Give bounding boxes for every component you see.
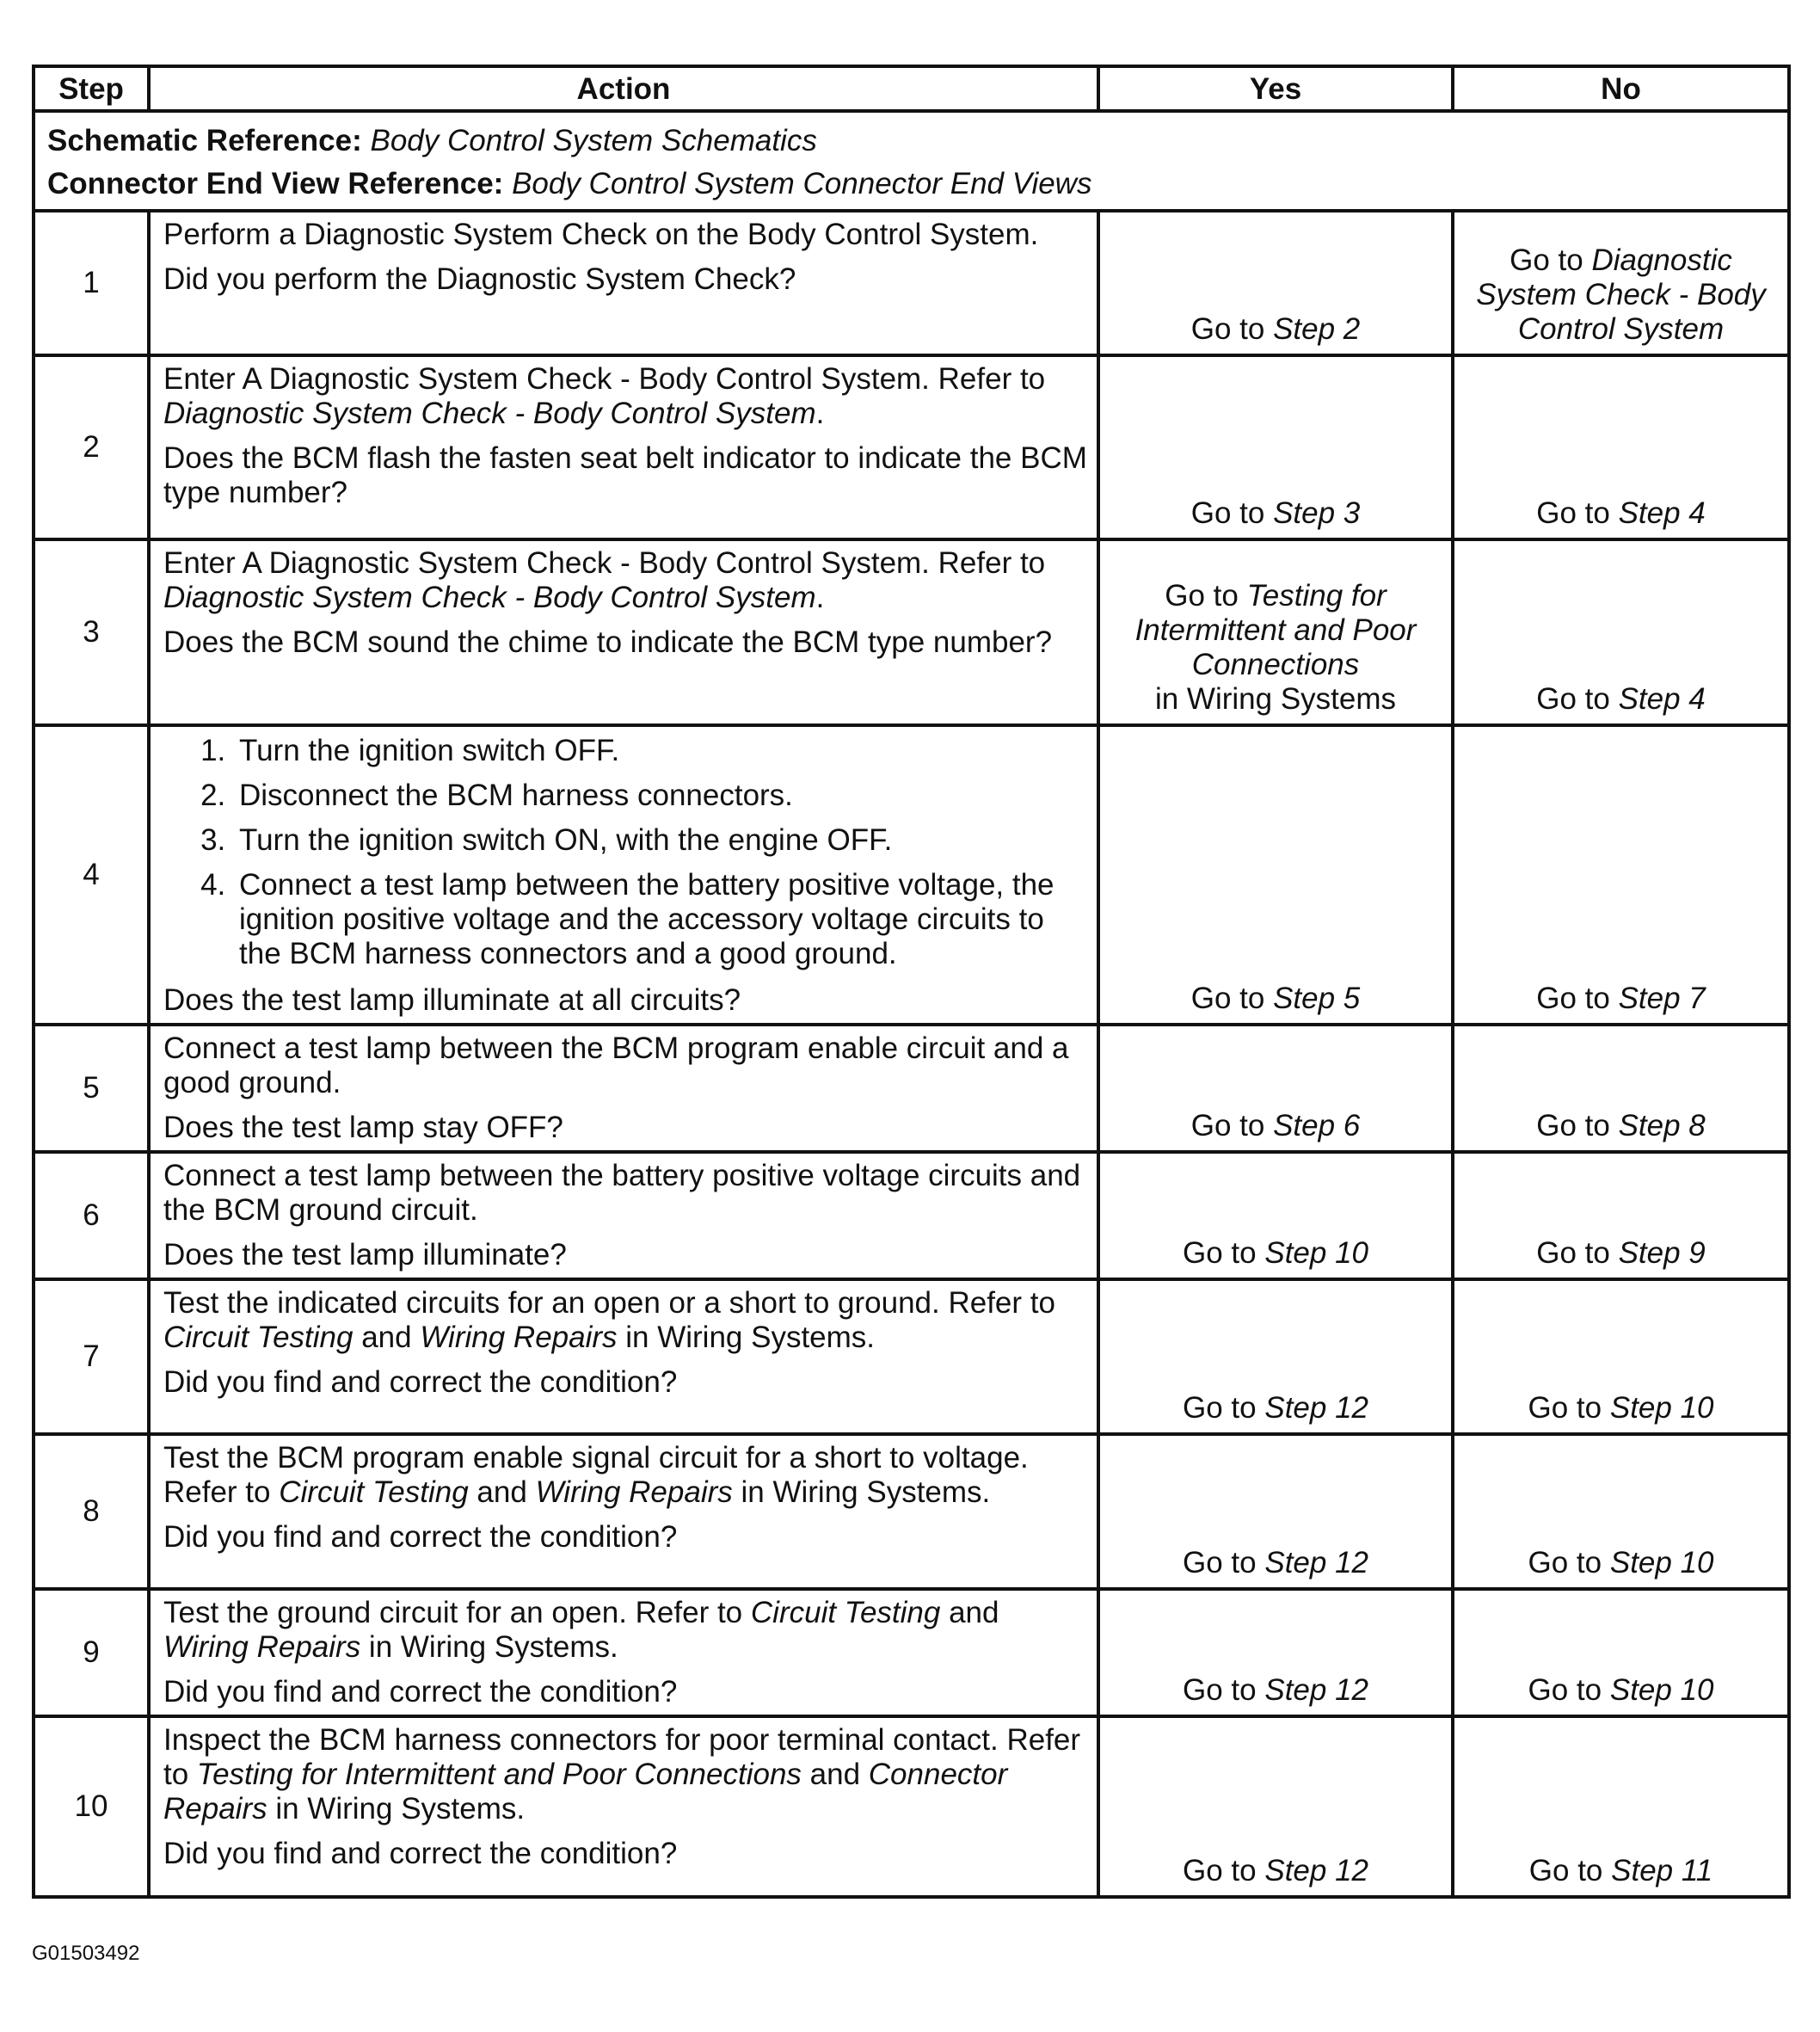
go-to-link[interactable]: Step 10 [1609, 1673, 1714, 1707]
step-number: 1 [34, 211, 149, 355]
yes-cell [1098, 1025, 1453, 1152]
reference-link[interactable]: Circuit Testing [750, 1596, 941, 1629]
question-text: Did you find and correct the condition? [163, 1520, 678, 1554]
action-text [163, 1441, 1088, 1510]
action-text: Connect a test lamp between the BCM program enable circuit and a good ground. [163, 1031, 1069, 1099]
action-text-part: Test the BCM program enable signal circuit for a short to voltage. Refer to [163, 1441, 1029, 1509]
action-text-part: and [468, 1475, 536, 1509]
action-text-part: in Wiring Systems. [617, 1321, 876, 1354]
reference-link[interactable]: Diagnostic System Check - Body Control System [163, 397, 816, 430]
no-cell [1453, 725, 1789, 1025]
action-text [163, 1596, 1088, 1665]
action-text-part: Enter A Diagnostic System Check - Body Control System. Refer to [163, 362, 1046, 396]
table-row [34, 1434, 1789, 1589]
header-no: No [1453, 66, 1789, 111]
go-to-label: Go to [1536, 496, 1610, 530]
yes-cell [1098, 725, 1453, 1025]
table-row [34, 1279, 1789, 1434]
schematic-reference-label: Schematic Reference: [47, 124, 362, 157]
question-text: Did you perform the Diagnostic System Check? [163, 262, 796, 296]
table-row [34, 1589, 1789, 1716]
go-to-link[interactable]: Step 9 [1618, 1236, 1706, 1270]
action-text-part: Enter A Diagnostic System Check - Body Control System. Refer to [163, 546, 1046, 580]
go-to-label: Go to [1190, 1109, 1265, 1142]
question-text: Did you find and correct the condition? [163, 1365, 678, 1399]
action-text-part: in Wiring Systems. [360, 1630, 618, 1664]
go-to-link[interactable]: Step 5 [1273, 982, 1361, 1015]
action-text-part: . [815, 397, 825, 430]
action-cell [149, 1716, 1098, 1897]
go-to-label: Go to [1183, 1854, 1257, 1887]
action-text: Perform a Diagnostic System Check on the Body Control System. [163, 218, 1039, 251]
go-to-link[interactable]: Step 4 [1618, 496, 1706, 530]
question-text: Does the test lamp illuminate? [163, 1238, 567, 1272]
header-row [34, 66, 1789, 111]
go-to-label: Go to [1165, 579, 1239, 613]
step-number: 7 [34, 1279, 149, 1434]
yes-cell [1098, 1434, 1453, 1589]
go-to-label: Go to [1183, 1546, 1257, 1579]
reference-link[interactable]: Circuit Testing [279, 1475, 469, 1509]
diagnostic-table [32, 65, 1791, 1899]
no-cell [1453, 1152, 1789, 1279]
connector-reference-link[interactable]: Body Control System Connector End Views [512, 167, 1092, 200]
go-to-link[interactable]: Step 12 [1264, 1546, 1368, 1579]
go-to-label: Go to [1528, 1546, 1602, 1579]
yes-cell [1098, 1279, 1453, 1434]
step-number: 5 [34, 1025, 149, 1152]
no-cell [1453, 1434, 1789, 1589]
go-to-label: Go to [1528, 1391, 1602, 1425]
step-number: 2 [34, 355, 149, 539]
go-to-label: Go to [1183, 1673, 1257, 1707]
go-to-suffix: in Wiring Systems [1154, 682, 1397, 716]
go-to-link[interactable]: Step 10 [1264, 1236, 1368, 1270]
go-to-link[interactable]: Step 11 [1611, 1854, 1713, 1887]
reference-link[interactable]: Wiring Repairs [420, 1321, 618, 1354]
action-text-part: and [353, 1321, 421, 1354]
no-cell [1453, 1279, 1789, 1434]
go-to-label: Go to [1528, 1854, 1603, 1887]
no-cell [1453, 355, 1789, 539]
step-number: 4 [34, 725, 149, 1025]
schematic-reference-link[interactable]: Body Control System Schematics [370, 124, 817, 157]
action-text [163, 362, 1088, 431]
go-to-label: Go to [1190, 982, 1265, 1015]
yes-cell [1098, 1152, 1453, 1279]
action-text [163, 1286, 1088, 1355]
connector-reference [47, 163, 1775, 206]
yes-cell [1098, 355, 1453, 539]
go-to-link[interactable]: Step 12 [1264, 1854, 1368, 1887]
no-cell [1453, 1025, 1789, 1152]
no-cell [1453, 1716, 1789, 1897]
go-to-link[interactable]: Step 10 [1609, 1391, 1714, 1425]
action-step-item: 2. Disconnect the BCM harness connectors. [234, 779, 1088, 813]
no-cell [1453, 1589, 1789, 1716]
header-action: Action [149, 66, 1098, 111]
question-text: Does the BCM sound the chime to indicate the BCM type number? [163, 625, 1053, 659]
action-text [163, 546, 1088, 615]
action-cell [149, 1279, 1098, 1434]
go-to-label: Go to [1536, 1236, 1610, 1270]
action-text-part: in Wiring Systems. [267, 1792, 526, 1826]
table-row [34, 1152, 1789, 1279]
reference-link[interactable]: Wiring Repairs [535, 1475, 733, 1509]
go-to-link[interactable]: Step 3 [1273, 496, 1361, 530]
yes-cell [1098, 1716, 1453, 1897]
question-text: Did you find and correct the condition? [163, 1675, 678, 1709]
action-cell [149, 539, 1098, 725]
schematic-reference [47, 120, 1775, 163]
go-to-link[interactable]: Step 10 [1609, 1546, 1714, 1579]
step-number: 9 [34, 1589, 149, 1716]
table-row [34, 725, 1789, 1025]
action-cell [149, 1589, 1098, 1716]
action-cell [149, 1434, 1098, 1589]
go-to-link[interactable]: Step 4 [1618, 682, 1706, 716]
reference-link[interactable]: Wiring Repairs [163, 1630, 361, 1664]
question-text: Does the test lamp illuminate at all circuits? [163, 983, 741, 1017]
go-to-label: Go to [1528, 1673, 1602, 1707]
go-to-label: Go to [1509, 243, 1583, 277]
action-text [163, 1723, 1088, 1826]
action-text-part: Inspect the BCM harness connectors for poor terminal contact. Refer to [163, 1723, 1081, 1791]
go-to-link[interactable]: Diagnostic System Check - Body Control System [1476, 243, 1766, 346]
action-steps-list [163, 734, 1088, 971]
go-to-link[interactable]: Testing for Intermittent and Poor Connections [1134, 579, 1417, 681]
action-text-part: in Wiring Systems. [732, 1475, 991, 1509]
go-to-label: Go to [1183, 1236, 1257, 1270]
header-yes: Yes [1098, 66, 1453, 111]
no-cell [1453, 211, 1789, 355]
go-to-link[interactable]: Step 7 [1618, 982, 1706, 1015]
step-number: 3 [34, 539, 149, 725]
go-to-link[interactable]: Step 12 [1264, 1673, 1368, 1707]
go-to-link[interactable]: Step 8 [1618, 1109, 1706, 1142]
action-step-item: 1. Turn the ignition switch OFF. [234, 734, 1088, 768]
yes-cell [1098, 211, 1453, 355]
action-step-item: 3. Turn the ignition switch ON, with the engine OFF. [234, 823, 1088, 858]
step-number: 8 [34, 1434, 149, 1589]
go-to-label: Go to [1536, 1109, 1610, 1142]
table-row [34, 211, 1789, 355]
reference-link[interactable]: Connector Repairs [163, 1758, 1008, 1826]
go-to-label: Go to [1536, 982, 1610, 1015]
reference-link[interactable]: Diagnostic System Check - Body Control System [163, 581, 816, 614]
action-cell [149, 211, 1098, 355]
go-to-link[interactable]: Step 12 [1264, 1391, 1368, 1425]
action-text-part: Test the indicated circuits for an open or a short to ground. Refer to [163, 1286, 1055, 1320]
go-to-label: Go to [1183, 1391, 1257, 1425]
action-text-part: and [940, 1596, 999, 1629]
action-cell [149, 1025, 1098, 1152]
question-text: Did you find and correct the condition? [163, 1837, 678, 1870]
connector-reference-label: Connector End View Reference: [47, 167, 504, 200]
yes-cell [1098, 539, 1453, 725]
go-to-label: Go to [1190, 312, 1265, 346]
question-text: Does the test lamp stay OFF? [163, 1111, 563, 1144]
question-text: Does the BCM flash the fasten seat belt indicator to indicate the BCM type number? [163, 441, 1087, 509]
yes-cell [1098, 1589, 1453, 1716]
no-cell [1453, 539, 1789, 725]
go-to-link[interactable]: Step 6 [1273, 1109, 1361, 1142]
action-text-part: . [815, 581, 825, 614]
table-row [34, 1716, 1789, 1897]
table-row [34, 539, 1789, 725]
figure-id: G01503492 [32, 1942, 140, 1965]
action-text: Connect a test lamp between the battery positive voltage circuits and the BCM ground circuit. [163, 1159, 1081, 1227]
reference-cell [34, 111, 1789, 211]
table-row [34, 1025, 1789, 1152]
reference-link[interactable]: Circuit Testing [163, 1321, 354, 1354]
action-cell [149, 1152, 1098, 1279]
step-number: 10 [34, 1716, 149, 1897]
step-number: 6 [34, 1152, 149, 1279]
reference-link[interactable]: Testing for Intermittent and Poor Connections [196, 1758, 802, 1791]
reference-row [34, 111, 1789, 211]
action-cell [149, 725, 1098, 1025]
header-step: Step [34, 66, 149, 111]
action-text-part: and [801, 1758, 869, 1791]
action-text-part: Test the ground circuit for an open. Refer to [163, 1596, 751, 1629]
go-to-label: Go to [1536, 682, 1610, 716]
action-step-item: 4. Connect a test lamp between the battery positive voltage, the ignition positive voltage and the accessory voltage circuits to the BCM harness connectors and a good ground. [234, 868, 1088, 971]
go-to-label: Go to [1190, 496, 1265, 530]
table-row [34, 355, 1789, 539]
action-cell [149, 355, 1098, 539]
go-to-link[interactable]: Step 2 [1273, 312, 1361, 346]
